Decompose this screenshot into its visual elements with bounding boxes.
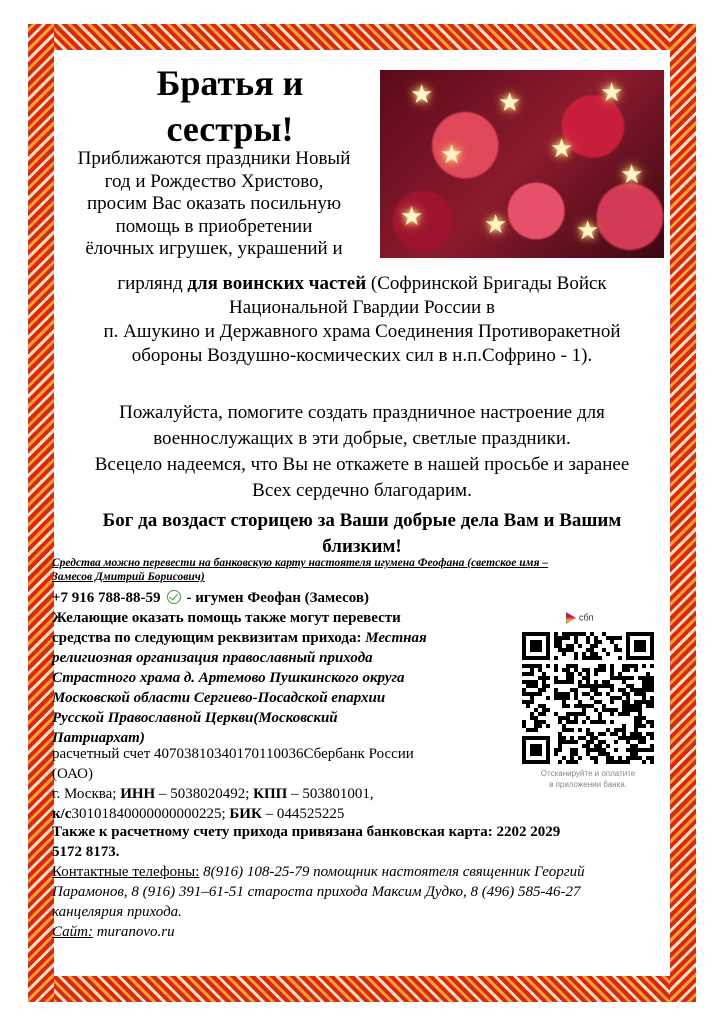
bank-account-details xyxy=(52,744,492,824)
intro-line: Приближаются праздники Новый xyxy=(77,148,351,169)
star-light-icon: ★ xyxy=(550,134,574,163)
blessing-text xyxy=(54,508,670,560)
para2-line: военнослужащих в эти добрые, светлые праздники. xyxy=(153,428,571,449)
bank-line: Патриархат) xyxy=(52,730,145,746)
sbp-label: сбп xyxy=(579,612,594,623)
star-light-icon: ★ xyxy=(410,80,434,109)
sbp-logo xyxy=(566,612,594,624)
bank-line: Русской Православной Церкви(Московский xyxy=(52,710,338,726)
christmas-ornaments-photo xyxy=(380,70,664,258)
contacts-line: Парамонов, 8 (916) 391–61-51 староста прихода Максим Дудко, 8 (496) 585-46-27 xyxy=(52,884,581,900)
qr-caption-line: Отсканируйте и оплатите xyxy=(540,769,636,778)
card-line: 5172 8173. xyxy=(52,844,120,860)
bank-line: религиозная организация православный прихода xyxy=(52,650,373,666)
bank-italic-text: Местная xyxy=(365,630,427,646)
card-transfer-note xyxy=(52,556,662,584)
contacts-text: 8(916) 108-25-79 помощник настоятеля священник Георгий xyxy=(199,864,585,880)
bank-line xyxy=(52,628,492,648)
star-light-icon: ★ xyxy=(576,216,600,245)
qr-caption xyxy=(530,768,646,790)
sbp-logo-icon xyxy=(566,612,576,624)
bank-text: средства по следующим реквизитам прихода: xyxy=(52,630,366,646)
website-link[interactable]: muranovo.ru xyxy=(92,924,175,940)
intro-line: помощь в приобретении xyxy=(115,215,313,237)
para2-line: Всецело надеемся, что Вы не откажете в нашей просьбе и заранее xyxy=(94,454,630,475)
intro-line: год и Рождество Христово, xyxy=(104,170,324,192)
star-light-icon: ★ xyxy=(498,88,522,117)
star-light-icon: ★ xyxy=(440,140,464,169)
para1-text: гирлянд xyxy=(117,273,188,294)
para1-line: п. Ашукино и Державного храма Соединения Противоракетной xyxy=(103,321,621,342)
qr-code[interactable] xyxy=(522,632,654,764)
account-line xyxy=(52,804,492,824)
para2-line: Всех сердечно благодарим. xyxy=(252,480,472,501)
card-note-line: Замесов Дмитрий Борисович) xyxy=(52,571,205,583)
para1-text: (Софринской Бригады Войск xyxy=(366,273,607,294)
star-light-icon: ★ xyxy=(620,160,644,189)
military-units-paragraph xyxy=(54,272,670,368)
blessing-line: близким! xyxy=(322,536,402,557)
website-label: Сайт: xyxy=(52,924,93,940)
bank-line: Желающие оказать помощь также могут перевести xyxy=(52,610,401,626)
contacts-label: Контактные телефоны: xyxy=(52,864,200,880)
qr-caption-line: в приложении банка. xyxy=(549,780,627,789)
card-note-line: Средства можно перевести на банковскую карту настоятеля игумена Феофана (светское имя – xyxy=(52,557,549,569)
border-left-ornament xyxy=(28,24,54,1002)
card-line: Также к расчетному счету прихода привязана банковская карта: 2202 2029 xyxy=(52,824,561,840)
account-line xyxy=(52,784,492,804)
contact-phones xyxy=(52,862,672,942)
ks-label: к/с xyxy=(52,806,72,822)
border-right-ornament xyxy=(670,24,696,1002)
page-title xyxy=(90,60,370,152)
star-light-icon: ★ xyxy=(484,210,508,239)
star-light-icon: ★ xyxy=(400,202,424,231)
request-paragraph xyxy=(54,400,670,504)
intro-line: просим Вас оказать посильную xyxy=(86,193,342,214)
check-icon xyxy=(167,590,181,604)
para1-bold-text: для воинских частей xyxy=(187,273,367,294)
kpp-value: – 503801001, xyxy=(287,786,374,802)
bank-details-intro xyxy=(52,608,492,748)
kpp-label: КПП xyxy=(253,786,288,802)
inn-label: ИНН xyxy=(120,786,156,802)
para1-line: Национальной Гвардии России в xyxy=(229,297,495,318)
border-top-ornament xyxy=(28,24,696,50)
bik-value: – 044525225 xyxy=(261,806,345,822)
para1-line xyxy=(54,272,670,296)
website-line xyxy=(52,922,672,942)
abbot-phone xyxy=(52,588,492,608)
title-line-2: сестры! xyxy=(166,109,294,149)
inn-value: – 5038020492; xyxy=(155,786,254,802)
abbot-name: - игумен Феофан (Замесов) xyxy=(186,590,369,606)
intro-line: ёлочных игрушек, украшений и xyxy=(85,238,343,259)
bank-line: Московской области Сергиево-Посадской епархии xyxy=(52,690,386,706)
bik-label: БИК xyxy=(229,806,262,822)
linked-card-info xyxy=(52,822,672,862)
title-line-1: Братья и xyxy=(156,63,304,103)
contacts-line xyxy=(52,862,672,882)
account-line: (ОАО) xyxy=(52,766,93,782)
star-light-icon: ★ xyxy=(600,78,624,107)
account-line: расчетный счет 40703810340170110036Сбербанк России xyxy=(52,746,414,762)
account-text: г. Москва; xyxy=(52,786,121,802)
abbot-phone-number[interactable]: +7 916 788-88-59 xyxy=(52,590,161,606)
intro-text xyxy=(54,148,374,261)
para2-line: Пожалуйста, помогите создать праздничное настроение для xyxy=(119,402,605,423)
bank-line: Страстного храма д. Артемово Пушкинского округа xyxy=(52,670,405,686)
para1-line: обороны Воздушно-космических сил в н.п.Софрино - 1). xyxy=(131,345,593,366)
border-bottom-ornament xyxy=(28,976,696,1002)
blessing-line: Бог да воздаст сторицею за Ваши добрые дела Вам и Вашим xyxy=(102,510,622,531)
ks-value: 30101840000000000225; xyxy=(71,806,230,822)
contacts-line: канцелярия прихода. xyxy=(52,904,182,920)
